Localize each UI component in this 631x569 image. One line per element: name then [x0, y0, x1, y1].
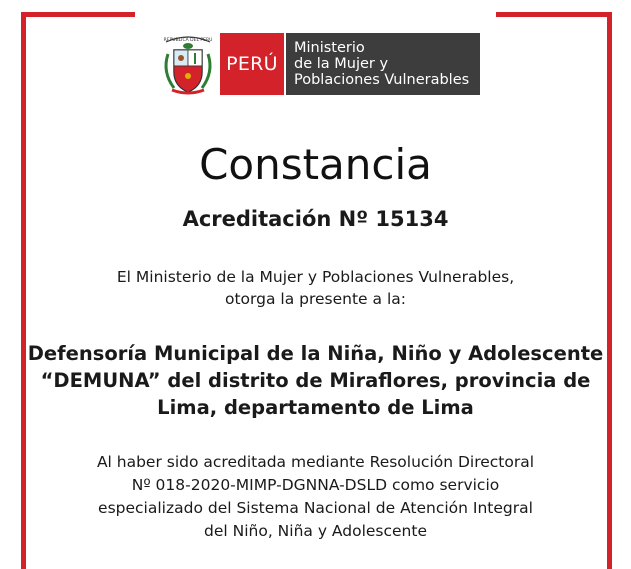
border-top-left: [21, 12, 135, 17]
body-line-4: del Niño, Niña y Adolescente: [204, 522, 427, 540]
document-title: Constancia: [199, 140, 432, 189]
recipient-line-2: “DEMUNA” del distrito de Miraflores, provincia de: [40, 369, 591, 392]
coat-of-arms-icon: [160, 32, 216, 96]
country-label: PERÚ: [226, 53, 278, 75]
recipient-line-3: Lima, departamento de Lima: [157, 396, 474, 419]
intro-line-1: El Ministerio de la Mujer y Poblaciones Vulnerables,: [116, 268, 515, 286]
intro-line-2: otorga la presente a la:: [225, 290, 406, 308]
ministry-line-3: Poblaciones Vulnerables: [294, 72, 470, 88]
ministry-name-box: [286, 33, 480, 95]
intro-paragraph: [0, 266, 631, 310]
ministry-line-2: de la Mujer y: [294, 56, 389, 72]
accreditation-number: Acreditación Nº 15134: [182, 207, 449, 231]
body-line-2: Nº 018-2020-MIMP-DGNNA-DSLD como servicio: [131, 476, 500, 494]
ministry-line-1: Ministerio: [294, 40, 365, 56]
peru-label-box: [220, 33, 284, 95]
recipient-line-1: Defensoría Municipal de la Niña, Niño y Adolescente: [27, 342, 604, 365]
shield-label: REPUBLICA DEL PERU: [163, 38, 213, 43]
body-line-3: especializado del Sistema Nacional de Atención Integral: [98, 499, 533, 517]
body-paragraph: [0, 451, 631, 543]
recipient-name: [0, 340, 631, 421]
border-top-right: [496, 12, 612, 17]
ministry-logo-header: [160, 32, 480, 96]
body-line-1: Al haber sido acreditada mediante Resolución Directoral: [96, 453, 535, 471]
